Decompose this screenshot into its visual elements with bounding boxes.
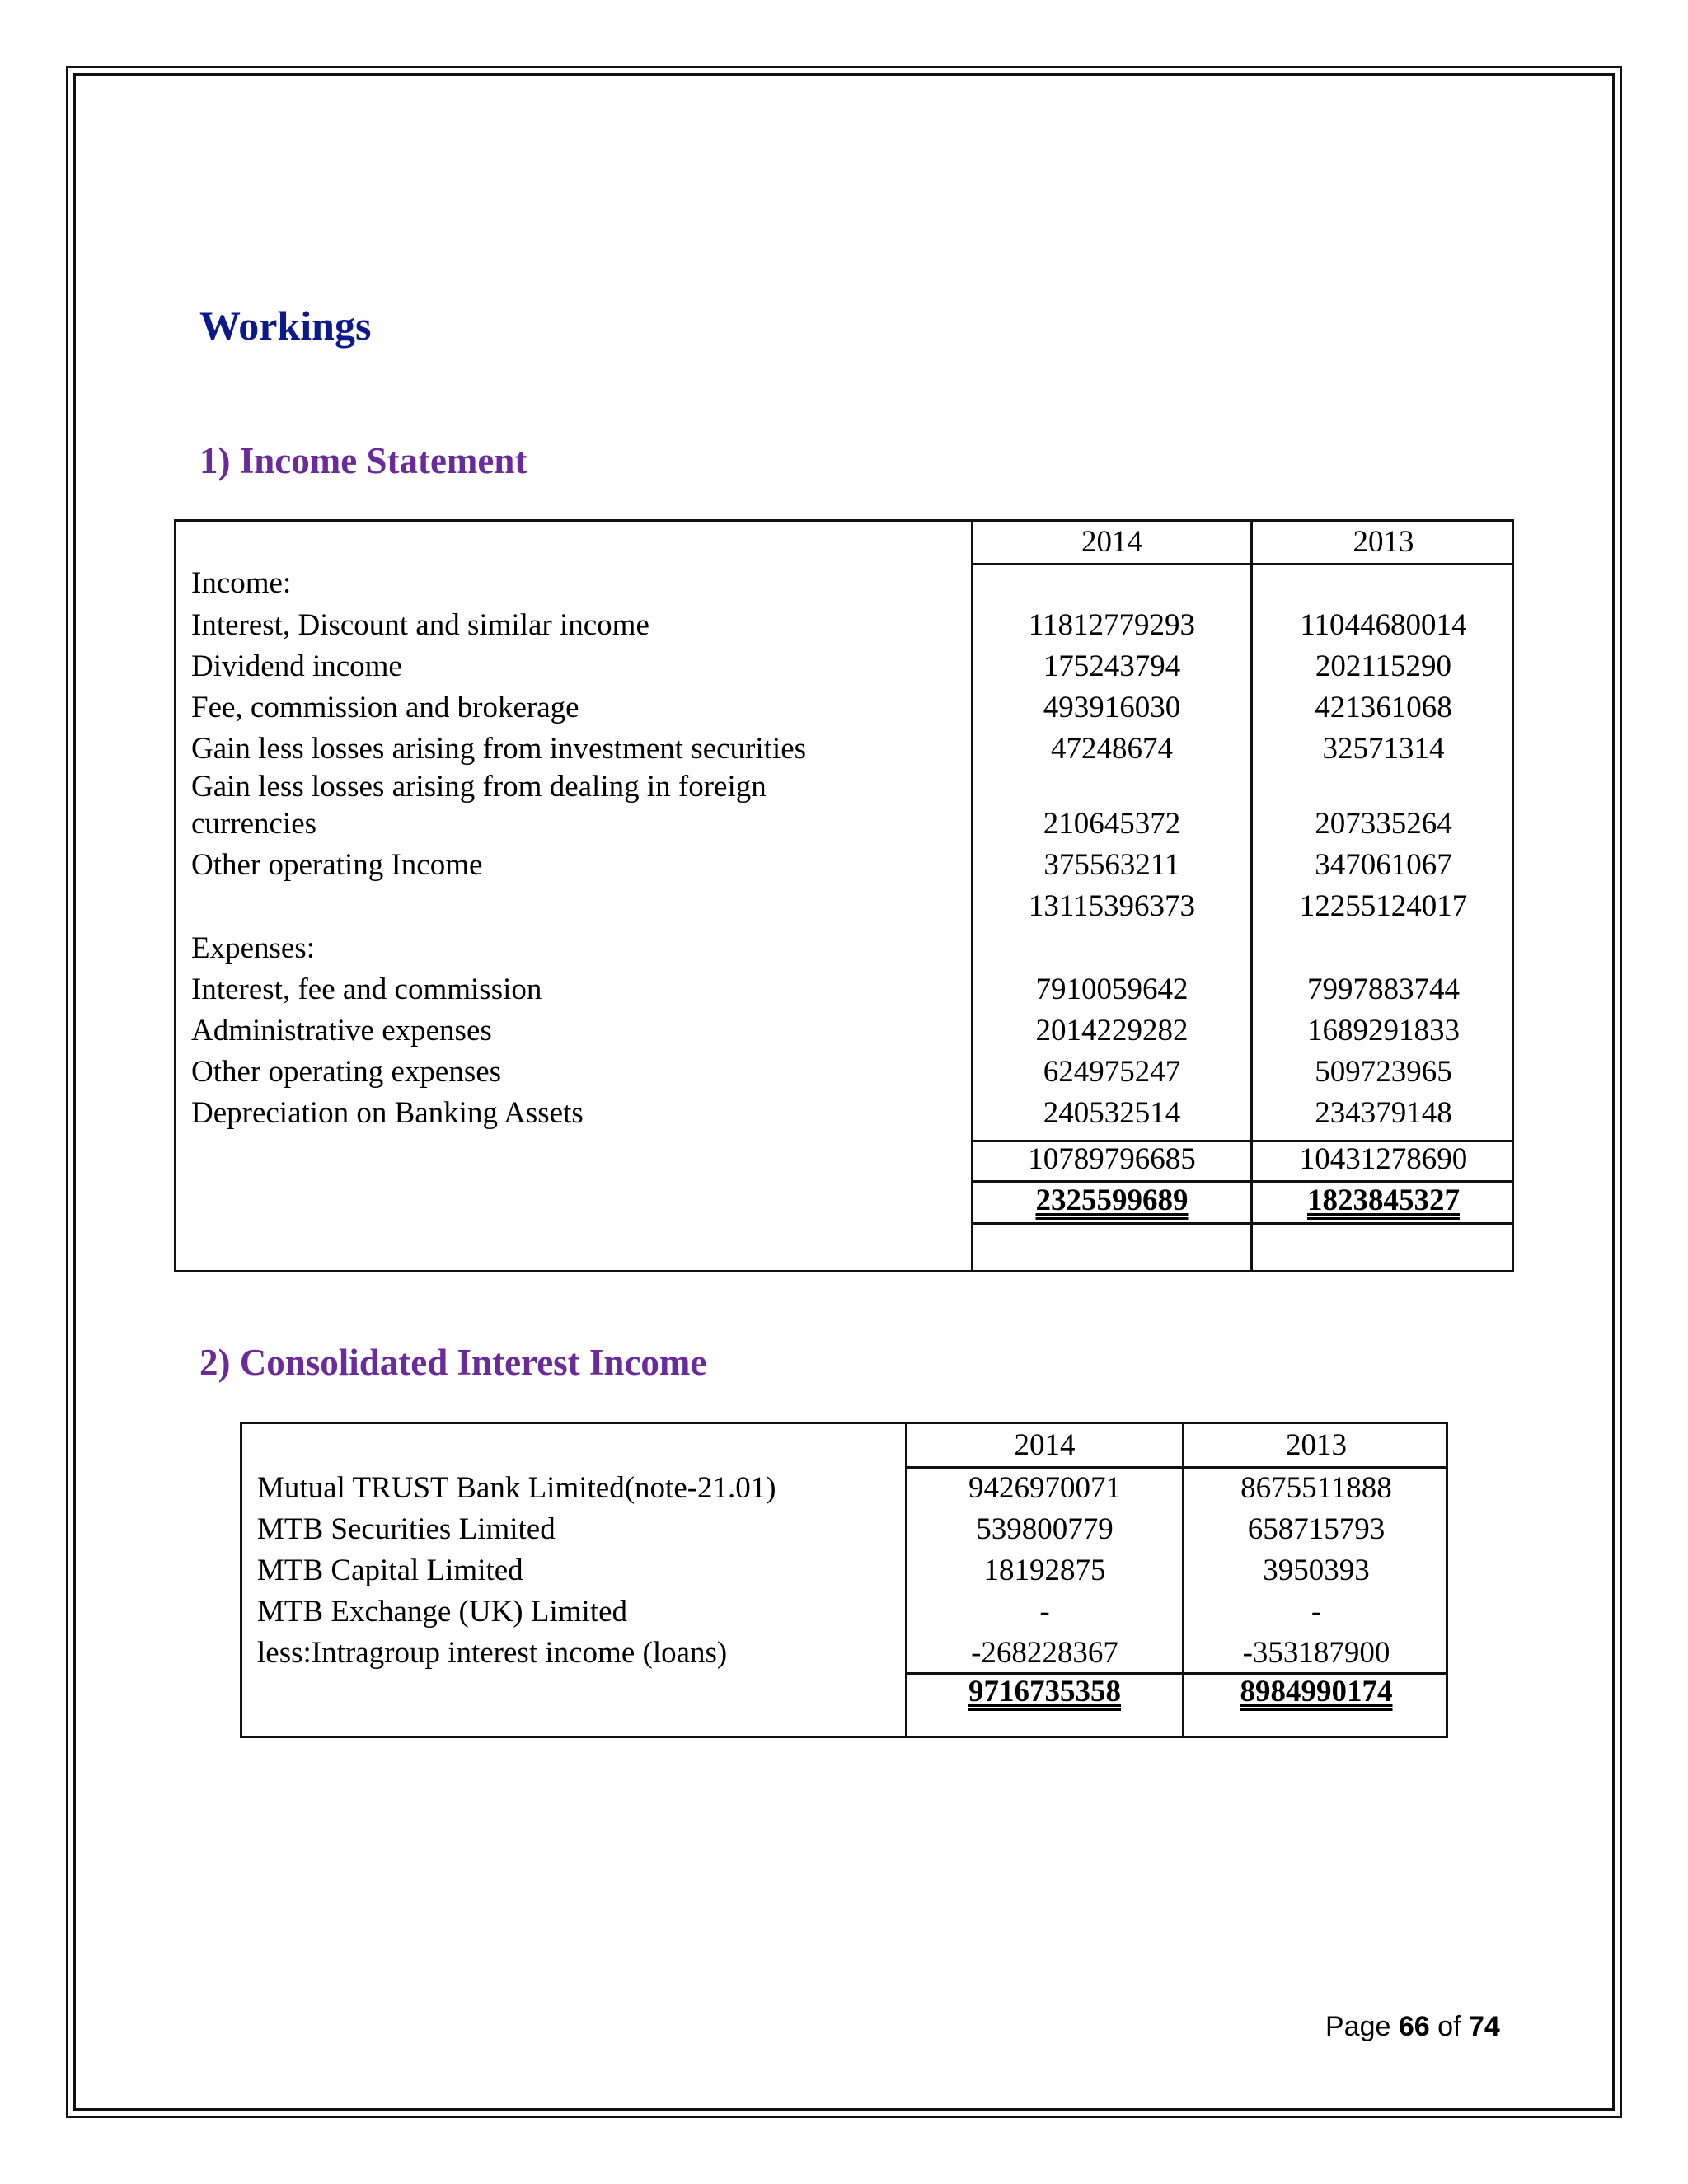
value-2013: 207335264 bbox=[1315, 807, 1452, 841]
value-2014: - bbox=[1039, 1595, 1050, 1629]
value-2014: -268228367 bbox=[971, 1636, 1118, 1670]
value-2014: 175243794 bbox=[1043, 649, 1181, 683]
expense-total-2014: 10789796685 bbox=[1028, 1142, 1196, 1176]
row-label: less:Intragroup interest income (loans) bbox=[257, 1636, 728, 1670]
page-current: 66 bbox=[1398, 2011, 1430, 2042]
net-total-2014: 2325599689 bbox=[1035, 1183, 1189, 1217]
net-total-2013: 1823845327 bbox=[1307, 1183, 1460, 1217]
row-label: Other operating expenses bbox=[191, 1055, 502, 1089]
consolidated-total-2013: 8984990174 bbox=[1240, 1675, 1393, 1708]
income-section-label: Income: bbox=[191, 566, 292, 600]
row-label: MTB Exchange (UK) Limited bbox=[257, 1595, 628, 1629]
year-header-2014: 2014 bbox=[1081, 525, 1142, 559]
page-number bbox=[1325, 2011, 1500, 2043]
year-header-2013: 2013 bbox=[1286, 1428, 1347, 1462]
row-label: Gain less losses arising from investment securities bbox=[191, 732, 807, 766]
expense-total-2013: 10431278690 bbox=[1299, 1142, 1468, 1176]
value-2013: 32571314 bbox=[1322, 732, 1445, 766]
income-statement-title: 1) Income Statement bbox=[199, 440, 528, 481]
consolidated-interest-title: 2) Consolidated Interest Income bbox=[199, 1342, 707, 1383]
value-2014: 624975247 bbox=[1043, 1055, 1181, 1089]
year-header-2014: 2014 bbox=[1014, 1428, 1076, 1462]
value-2014: 240532514 bbox=[1043, 1096, 1181, 1130]
value-2014: 210645372 bbox=[1043, 807, 1181, 841]
value-2014: 375563211 bbox=[1043, 848, 1180, 882]
row-label: MTB Securities Limited bbox=[257, 1512, 556, 1546]
value-2014: 493916030 bbox=[1043, 691, 1181, 724]
value-2014: 18192875 bbox=[983, 1554, 1106, 1587]
value-2013: 658715793 bbox=[1247, 1512, 1386, 1546]
row-label: Administrative expenses bbox=[191, 1014, 492, 1047]
value-2013: 347061067 bbox=[1315, 848, 1452, 882]
value-2013: 1689291833 bbox=[1307, 1014, 1460, 1047]
value-2013: 11044680014 bbox=[1300, 608, 1467, 642]
value-2013: 509723965 bbox=[1315, 1055, 1452, 1089]
row-label: Other operating Income bbox=[191, 848, 483, 882]
value-2014: 7910059642 bbox=[1035, 972, 1189, 1006]
expenses-section-label: Expenses: bbox=[191, 931, 316, 965]
value-2013: 7997883744 bbox=[1307, 972, 1460, 1006]
value-2014: 539800779 bbox=[976, 1512, 1114, 1546]
year-header-2013: 2013 bbox=[1353, 525, 1414, 559]
value-2014: 11812779293 bbox=[1028, 608, 1196, 642]
value-2014: 47248674 bbox=[1051, 732, 1173, 766]
value-2013: 421361068 bbox=[1315, 691, 1452, 724]
income-total-2013: 12255124017 bbox=[1299, 889, 1468, 923]
value-2013: -353187900 bbox=[1242, 1636, 1390, 1670]
row-label-continued: currencies bbox=[191, 807, 317, 841]
value-2013: 3950393 bbox=[1263, 1554, 1370, 1587]
row-label: Gain less losses arising from dealing in foreign bbox=[191, 770, 767, 804]
income-statement-table bbox=[174, 519, 1514, 1272]
value-2013: 8675511888 bbox=[1240, 1471, 1392, 1505]
page-prefix: Page bbox=[1325, 2011, 1391, 2042]
page-heading: Workings bbox=[199, 302, 372, 349]
consolidated-interest-table bbox=[240, 1422, 1448, 1738]
page-of: of bbox=[1437, 2011, 1461, 2042]
row-label: Fee, commission and brokerage bbox=[191, 691, 579, 724]
income-total-2014: 13115396373 bbox=[1028, 889, 1196, 923]
row-label: Interest, fee and commission bbox=[191, 972, 542, 1006]
row-label: Dividend income bbox=[191, 649, 402, 683]
value-2013: 234379148 bbox=[1315, 1096, 1452, 1130]
row-label: Depreciation on Banking Assets bbox=[191, 1096, 584, 1130]
page-total: 74 bbox=[1468, 2011, 1500, 2042]
row-label: MTB Capital Limited bbox=[257, 1554, 523, 1587]
row-label: Mutual TRUST Bank Limited(note-21.01) bbox=[257, 1471, 776, 1505]
value-2013: 202115290 bbox=[1315, 649, 1452, 683]
value-2014: 2014229282 bbox=[1035, 1014, 1189, 1047]
row-label: Interest, Discount and similar income bbox=[191, 608, 649, 642]
value-2013: - bbox=[1311, 1595, 1322, 1629]
value-2014: 9426970071 bbox=[968, 1471, 1121, 1505]
consolidated-total-2014: 9716735358 bbox=[968, 1675, 1121, 1708]
